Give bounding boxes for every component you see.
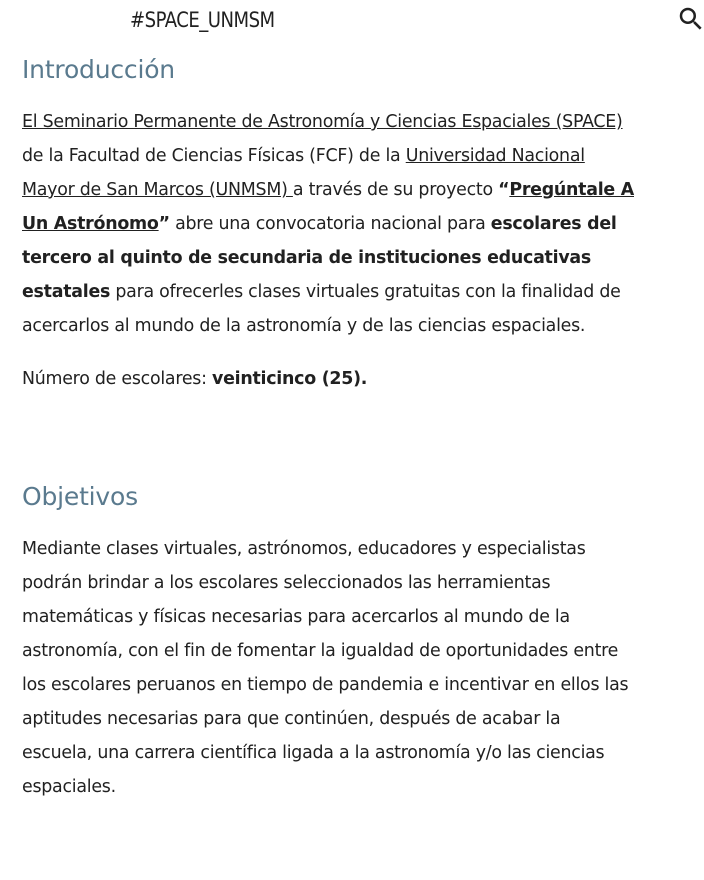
main-content <box>22 48 634 804</box>
intro-text-4: para ofrecerles clases virtuales gratuitas con la finalidad de acercarlos al mundo de la astronomía y de las ciencias espaciales. <box>22 282 621 336</box>
introduccion-heading: Introducción <box>22 55 175 84</box>
search-icon <box>676 4 704 34</box>
objetivos-heading: Objetivos <box>22 482 138 511</box>
quote-close: ” <box>158 214 170 234</box>
intro-text-1: de la Facultad de Ciencias Físicas (FCF) de la <box>22 146 406 166</box>
introduccion-paragraph <box>22 105 634 343</box>
site-title[interactable]: #SPACE_UNMSM <box>130 8 275 32</box>
unmsm-link[interactable]: Universidad Nacional Mayor de San Marcos (UNMSM) <box>22 146 585 200</box>
student-count-value: veinticinco (25). <box>212 369 368 389</box>
search-button[interactable] <box>676 4 704 34</box>
site-header <box>0 0 704 44</box>
intro-text-3: abre una convocatoria nacional para <box>169 214 491 234</box>
student-count-label: Número de escolares: <box>22 369 212 389</box>
space-seminar-link[interactable]: El Seminario Permanente de Astronomía y Ciencias Espaciales (SPACE) <box>22 112 623 132</box>
project-link[interactable]: Pregúntale A Un Astrónomo <box>22 180 634 234</box>
objetivos-paragraph: Mediante clases virtuales, astrónomos, educadores y especialistas podrán brindar a los escolares seleccionados las herramientas matemáticas y físicas necesarias para acercarlos al mundo de la astronomía, con el fin de fomentar la igualdad de oportunidades entre los escolares peruanos en tiempo de pandemia e incentivar en ellos las aptitudes necesarias para que continúen, después de acabar la escuela, una carrera científica ligada a la astronomía y/o las ciencias espaciales. <box>22 539 629 797</box>
intro-text-2: a través de su proyecto <box>292 180 499 200</box>
target-audience: escolares del tercero al quinto de secundaria de instituciones educativas estatales <box>22 214 617 302</box>
student-count <box>22 362 634 396</box>
quote-open: “ <box>498 180 510 200</box>
